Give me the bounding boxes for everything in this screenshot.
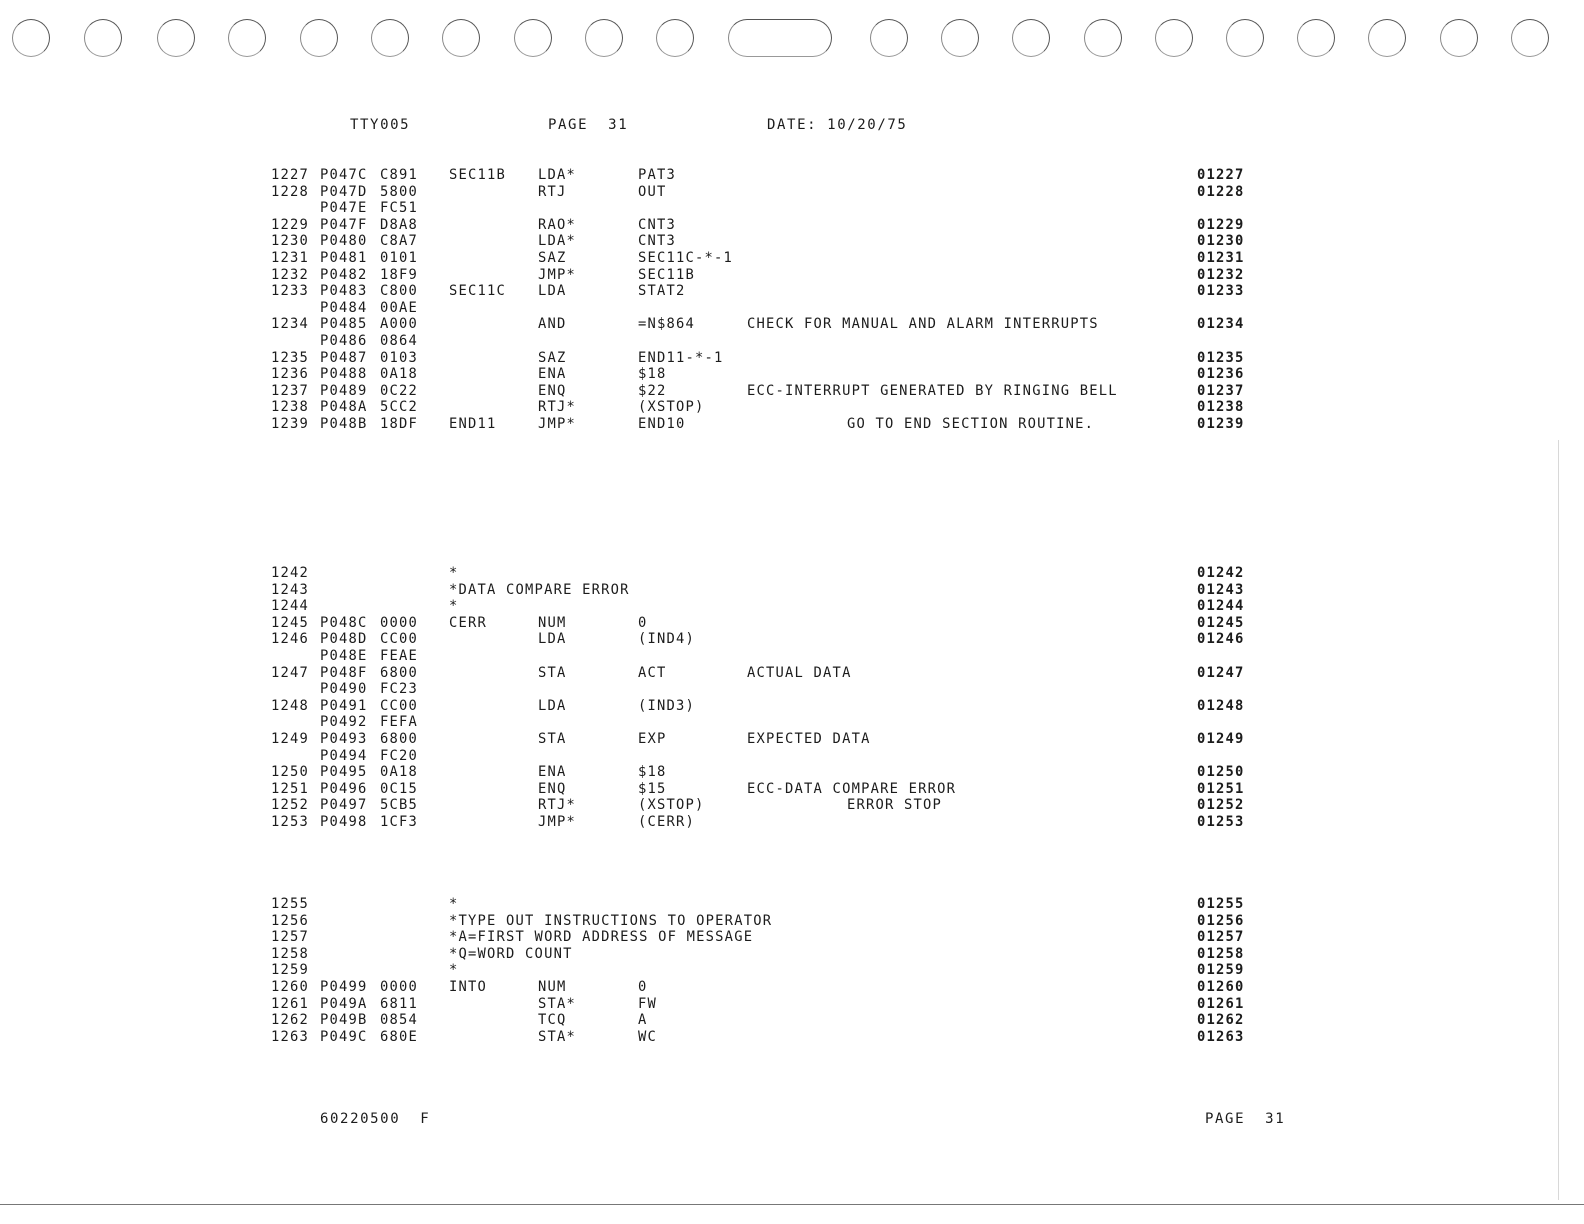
address: P047D	[320, 183, 368, 200]
object-code: 18DF	[380, 416, 419, 432]
sequence-number: 01257	[1197, 929, 1245, 946]
listing-line	[0, 781, 1584, 798]
operand: (IND4)	[638, 631, 696, 648]
sequence-number: 01253	[1197, 814, 1245, 830]
operand: =N$864	[638, 316, 696, 333]
object-code: 5CC2	[380, 399, 419, 416]
opcode: RTJ*	[538, 797, 577, 814]
feed-hole	[1368, 19, 1406, 57]
listing-line	[0, 1029, 1584, 1046]
address: P0483	[320, 283, 368, 300]
line-number: 1260	[271, 979, 310, 995]
listing-line	[0, 333, 1584, 350]
address: P048E	[320, 648, 368, 664]
opcode: TCQ	[538, 1012, 567, 1029]
object-code: A000	[380, 316, 419, 333]
line-number: 1256	[271, 912, 310, 929]
operand: $18	[638, 366, 667, 383]
object-code: 5CB5	[380, 797, 419, 814]
address: P0488	[320, 366, 368, 383]
tractor-feed-holes	[0, 0, 1584, 80]
line-number: 1259	[271, 962, 310, 979]
line-number: 1245	[271, 614, 310, 631]
object-code: 0A18	[380, 366, 419, 383]
listing-line	[0, 648, 1584, 665]
line-number: 1257	[271, 929, 310, 946]
header-page-number: PAGE 31	[548, 117, 629, 133]
listing-line	[0, 929, 1584, 946]
object-code: 680E	[380, 1028, 419, 1045]
sequence-number: 01249	[1197, 731, 1245, 747]
object-code: 00AE	[380, 299, 419, 316]
address: P0498	[320, 814, 368, 830]
feed-hole	[84, 19, 122, 57]
line-number: 1251	[271, 780, 310, 797]
feed-hole	[870, 19, 908, 57]
object-code: 0C22	[380, 382, 419, 399]
object-code: 6800	[380, 664, 419, 681]
line-number: 1228	[271, 183, 310, 200]
opcode: NUM	[538, 614, 567, 631]
label-field: CERR	[449, 614, 488, 631]
address: P048B	[320, 416, 368, 432]
sequence-number: 01263	[1197, 1028, 1245, 1045]
operand: A	[638, 1012, 648, 1029]
object-code: 1CF3	[380, 814, 419, 830]
object-code: 6811	[380, 995, 419, 1012]
operand: END10	[638, 416, 686, 432]
comment: EXPECTED DATA	[747, 731, 871, 747]
line-number: 1234	[271, 316, 310, 333]
operand: 0	[638, 979, 648, 995]
address: P048D	[320, 631, 368, 648]
object-code: D8A8	[380, 216, 419, 233]
opcode: RAO*	[538, 216, 577, 233]
line-number: 1243	[271, 581, 310, 598]
listing-line	[0, 300, 1584, 317]
listing-line	[0, 1012, 1584, 1029]
opcode: STA*	[538, 1028, 577, 1045]
sequence-number: 01244	[1197, 598, 1245, 615]
label-field: *A=FIRST WORD ADDRESS OF MESSAGE	[449, 929, 754, 946]
listing-line	[0, 582, 1584, 599]
listing-line	[0, 615, 1584, 632]
address: P0486	[320, 333, 368, 349]
sequence-number: 01245	[1197, 614, 1245, 631]
page-edge-shadow	[1558, 440, 1559, 1200]
listing-line	[0, 316, 1584, 333]
object-code: 0101	[380, 250, 419, 266]
listing-line	[0, 598, 1584, 615]
opcode: LDA*	[538, 167, 577, 183]
sequence-number: 01232	[1197, 266, 1245, 283]
object-code: FEFA	[380, 714, 419, 731]
line-number: 1253	[271, 814, 310, 830]
line-number: 1230	[271, 233, 310, 250]
object-code: FC51	[380, 200, 419, 217]
operand: (XSTOP)	[638, 399, 705, 416]
opcode: LDA*	[538, 233, 577, 250]
listing-line	[0, 946, 1584, 963]
operand: SEC11B	[638, 266, 696, 283]
label-field: *DATA COMPARE ERROR	[449, 581, 630, 598]
listing-line	[0, 714, 1584, 731]
opcode: STA	[538, 731, 567, 747]
sequence-number: 01230	[1197, 233, 1245, 250]
address: P047E	[320, 200, 368, 217]
sequence-number: 01258	[1197, 945, 1245, 962]
line-number: 1263	[271, 1028, 310, 1045]
opcode: ENQ	[538, 382, 567, 399]
address: P0480	[320, 233, 368, 250]
comment: ERROR STOP	[847, 797, 943, 814]
comment: GO TO END SECTION ROUTINE.	[847, 416, 1095, 432]
line-number: 1258	[271, 945, 310, 962]
opcode: STA	[538, 664, 567, 681]
address: P048C	[320, 614, 368, 631]
operand: FW	[638, 995, 658, 1012]
opcode: RTJ*	[538, 399, 577, 416]
feed-hole	[1511, 19, 1549, 57]
listing-line	[0, 250, 1584, 267]
address: P0481	[320, 250, 368, 266]
line-number: 1229	[271, 216, 310, 233]
listing-line	[0, 698, 1584, 715]
object-code: FC23	[380, 681, 419, 698]
operand: (CERR)	[638, 814, 696, 830]
line-number: 1238	[271, 399, 310, 416]
address: P0493	[320, 731, 368, 747]
label-field: *	[449, 565, 459, 581]
sequence-number: 01261	[1197, 995, 1245, 1012]
object-code: 0103	[380, 349, 419, 366]
object-code: FC20	[380, 747, 419, 764]
feed-hole	[1084, 19, 1122, 57]
opcode: JMP*	[538, 416, 577, 432]
program-name: TTY005	[350, 117, 411, 133]
listing-line	[0, 366, 1584, 383]
sequence-number: 01252	[1197, 797, 1245, 814]
listing-line	[0, 996, 1584, 1013]
address: P049A	[320, 995, 368, 1012]
page-bottom-edge	[0, 1204, 1584, 1205]
listing-line	[0, 200, 1584, 217]
object-code: 0000	[380, 979, 419, 995]
sequence-number: 01262	[1197, 1012, 1245, 1029]
label-field: END11	[449, 416, 497, 432]
label-field: *TYPE OUT INSTRUCTIONS TO OPERATOR	[449, 912, 773, 929]
operand: 0	[638, 614, 648, 631]
address: P0492	[320, 714, 368, 731]
line-number: 1255	[271, 896, 310, 912]
feed-hole	[1440, 19, 1478, 57]
address: P0495	[320, 764, 368, 781]
listing-line	[0, 764, 1584, 781]
sequence-number: 01256	[1197, 912, 1245, 929]
listing-line	[0, 167, 1584, 184]
address: P0485	[320, 316, 368, 333]
operand: $22	[638, 382, 667, 399]
feed-hole	[514, 19, 552, 57]
label-field: SEC11C	[449, 283, 507, 300]
object-code: 0A18	[380, 764, 419, 781]
sequence-number: 01228	[1197, 183, 1245, 200]
operand: SEC11C-*-1	[638, 250, 734, 266]
line-number: 1262	[271, 1012, 310, 1029]
opcode: LDA	[538, 283, 567, 300]
object-code: CC00	[380, 697, 419, 714]
comment: ECC-INTERRUPT GENERATED BY RINGING BELL	[747, 382, 1118, 399]
sequence-number: 01229	[1197, 216, 1245, 233]
opcode: ENA	[538, 764, 567, 781]
object-code: 0000	[380, 614, 419, 631]
sequence-number: 01235	[1197, 349, 1245, 366]
object-code: C800	[380, 283, 419, 300]
line-number: 1249	[271, 731, 310, 747]
address: P0496	[320, 780, 368, 797]
feed-hole	[12, 19, 50, 57]
operand: $18	[638, 764, 667, 781]
opcode: JMP*	[538, 266, 577, 283]
sequence-number: 01239	[1197, 416, 1245, 432]
address: P048F	[320, 664, 368, 681]
object-code: 0854	[380, 1012, 419, 1029]
listing-line	[0, 565, 1584, 582]
operand: WC	[638, 1028, 658, 1045]
line-number: 1239	[271, 416, 310, 432]
object-code: 18F9	[380, 266, 419, 283]
feed-hole	[585, 19, 623, 57]
label-field: *	[449, 896, 459, 912]
object-code: 5800	[380, 183, 419, 200]
label-field: INTO	[449, 979, 488, 995]
line-number: 1227	[271, 167, 310, 183]
label-field: SEC11B	[449, 167, 507, 183]
sequence-number: 01234	[1197, 316, 1245, 333]
operand: END11-*-1	[638, 349, 724, 366]
footer-page-number: PAGE 31	[1205, 1111, 1286, 1127]
label-field: *	[449, 962, 459, 979]
comment: CHECK FOR MANUAL AND ALARM INTERRUPTS	[747, 316, 1099, 333]
line-number: 1244	[271, 598, 310, 615]
opcode: SAZ	[538, 250, 567, 266]
line-number: 1231	[271, 250, 310, 266]
opcode: LDA	[538, 631, 567, 648]
opcode: SAZ	[538, 349, 567, 366]
operand: $15	[638, 780, 667, 797]
opcode: LDA	[538, 697, 567, 714]
address: P0494	[320, 747, 368, 764]
sequence-number: 01260	[1197, 979, 1245, 995]
feed-hole	[1155, 19, 1193, 57]
listing-line	[0, 631, 1584, 648]
listing-line	[0, 748, 1584, 765]
line-number: 1242	[271, 565, 310, 581]
sequence-number: 01243	[1197, 581, 1245, 598]
line-number: 1235	[271, 349, 310, 366]
listing-line	[0, 665, 1584, 682]
listing-line	[0, 217, 1584, 234]
listing-line	[0, 896, 1584, 913]
listing-line	[0, 233, 1584, 250]
operand: (IND3)	[638, 697, 696, 714]
opcode: NUM	[538, 979, 567, 995]
opcode: ENA	[538, 366, 567, 383]
opcode: AND	[538, 316, 567, 333]
operand: CNT3	[638, 233, 677, 250]
line-number: 1248	[271, 697, 310, 714]
feed-hole	[300, 19, 338, 57]
listing-line	[0, 814, 1584, 831]
address: P049C	[320, 1028, 368, 1045]
opcode: ENQ	[538, 780, 567, 797]
feed-hole	[1012, 19, 1050, 57]
sequence-number: 01236	[1197, 366, 1245, 383]
object-code: C8A7	[380, 233, 419, 250]
address: P0489	[320, 382, 368, 399]
line-number: 1233	[271, 283, 310, 300]
listing-line	[0, 350, 1584, 367]
sequence-number: 01248	[1197, 697, 1245, 714]
listing-line	[0, 184, 1584, 201]
feed-hole	[228, 19, 266, 57]
line-number: 1236	[271, 366, 310, 383]
operand: ACT	[638, 664, 667, 681]
sequence-number: 01255	[1197, 896, 1245, 912]
listing-line	[0, 283, 1584, 300]
listing-line	[0, 383, 1584, 400]
listing-line	[0, 979, 1584, 996]
listing-line	[0, 962, 1584, 979]
listing-line	[0, 267, 1584, 284]
opcode: STA*	[538, 995, 577, 1012]
operand: CNT3	[638, 216, 677, 233]
line-number: 1246	[271, 631, 310, 648]
address: P0497	[320, 797, 368, 814]
feed-hole	[941, 19, 979, 57]
object-code: 0864	[380, 333, 419, 349]
operand: STAT2	[638, 283, 686, 300]
feed-hole	[1297, 19, 1335, 57]
listing-line	[0, 731, 1584, 748]
sequence-number: 01246	[1197, 631, 1245, 648]
document-number: 60220500 F	[320, 1111, 431, 1127]
address: P0482	[320, 266, 368, 283]
comment: ECC-DATA COMPARE ERROR	[747, 780, 957, 797]
label-field: *	[449, 598, 459, 615]
address: P0490	[320, 681, 368, 698]
line-number: 1237	[271, 382, 310, 399]
line-number: 1232	[271, 266, 310, 283]
address: P0491	[320, 697, 368, 714]
sequence-number: 01242	[1197, 565, 1245, 581]
sequence-number: 01227	[1197, 167, 1245, 183]
opcode: JMP*	[538, 814, 577, 830]
address: P049B	[320, 1012, 368, 1029]
object-code: FEAE	[380, 648, 419, 664]
line-number: 1261	[271, 995, 310, 1012]
line-number: 1252	[271, 797, 310, 814]
opcode: RTJ	[538, 183, 567, 200]
listing-date: DATE: 10/20/75	[767, 117, 908, 133]
operand: OUT	[638, 183, 667, 200]
sequence-number: 01250	[1197, 764, 1245, 781]
listing-line	[0, 681, 1584, 698]
operand: PAT3	[638, 167, 677, 183]
sequence-number: 01238	[1197, 399, 1245, 416]
sequence-number: 01233	[1197, 283, 1245, 300]
line-number: 1250	[271, 764, 310, 781]
address: P048A	[320, 399, 368, 416]
comment: ACTUAL DATA	[747, 664, 852, 681]
listing-line	[0, 913, 1584, 930]
sequence-number: 01237	[1197, 382, 1245, 399]
sequence-number: 01231	[1197, 250, 1245, 266]
address: P047C	[320, 167, 368, 183]
listing-line	[0, 416, 1584, 433]
address: P047F	[320, 216, 368, 233]
object-code: C891	[380, 167, 419, 183]
sequence-number: 01259	[1197, 962, 1245, 979]
address: P0487	[320, 349, 368, 366]
operand: EXP	[638, 731, 667, 747]
object-code: 6800	[380, 731, 419, 747]
sequence-number: 01251	[1197, 780, 1245, 797]
listing-line	[0, 399, 1584, 416]
feed-hole	[371, 19, 409, 57]
object-code: 0C15	[380, 780, 419, 797]
label-field: *Q=WORD COUNT	[449, 945, 573, 962]
address: P0484	[320, 299, 368, 316]
line-number: 1247	[271, 664, 310, 681]
operand: (XSTOP)	[638, 797, 705, 814]
feed-hole-torn	[728, 19, 832, 57]
sequence-number: 01247	[1197, 664, 1245, 681]
listing-line	[0, 797, 1584, 814]
feed-hole	[442, 19, 480, 57]
feed-hole	[157, 19, 195, 57]
address: P0499	[320, 979, 368, 995]
feed-hole	[1226, 19, 1264, 57]
feed-hole	[656, 19, 694, 57]
object-code: CC00	[380, 631, 419, 648]
